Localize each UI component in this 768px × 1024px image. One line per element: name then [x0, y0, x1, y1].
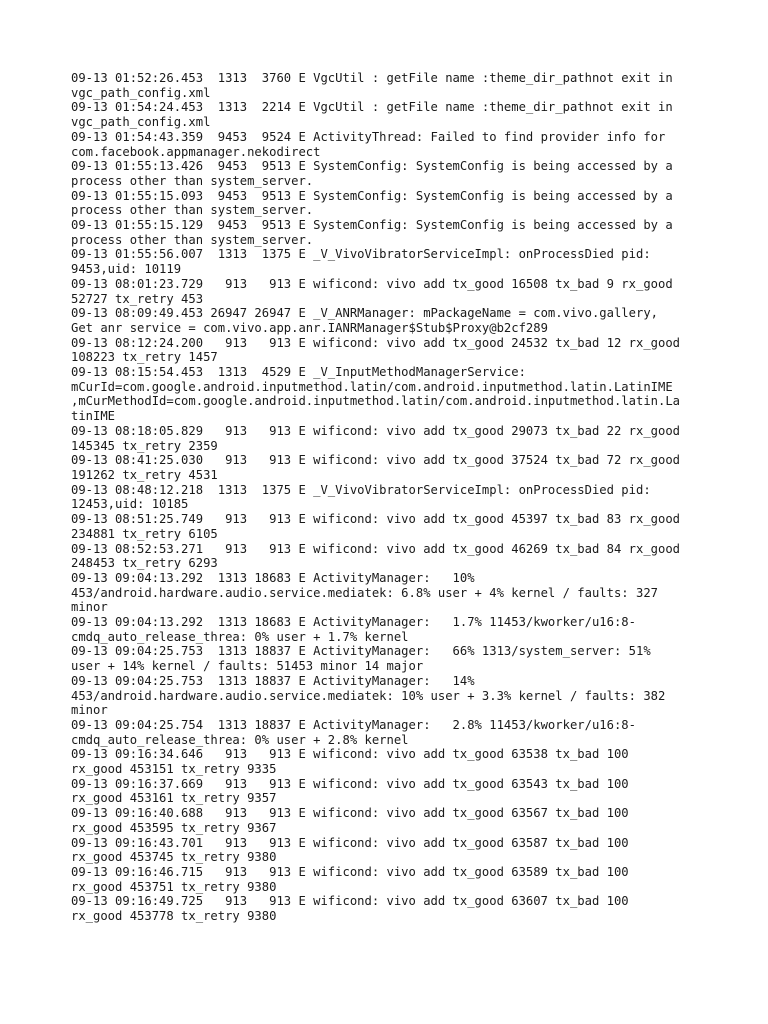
- log-line: 09-13 09:16:34.646 913 913 E wificond: vivo add tx_good 63538 tx_bad 100: [71, 747, 629, 762]
- log-line: 09-13 01:54:43.359 9453 9524 E ActivityThread: Failed to find provider info for: [71, 129, 666, 144]
- log-line: 9453,uid: 10119: [71, 262, 182, 277]
- log-line: 09-13 09:04:25.753 1313 18837 E ActivityManager: 14%: [71, 673, 475, 688]
- log-line: 09-13 09:16:49.725 913 913 E wificond: vivo add tx_good 63607 tx_bad 100: [71, 894, 629, 909]
- log-line: mCurId=com.google.android.inputmethod.latin/com.android.inputmethod.latin.LatinIME: [71, 379, 673, 394]
- log-line: process other than system_server.: [71, 203, 314, 218]
- log-line: 09-13 09:04:13.292 1313 18683 E ActivityManager: 1.7% 11453/kworker/u16:8-: [71, 615, 636, 630]
- log-line: minor: [71, 600, 108, 615]
- log-line: 248453 tx_retry 6293: [71, 556, 218, 571]
- log-line: 145345 tx_retry 2359: [71, 438, 218, 453]
- log-line: cmdq_auto_release_threa: 0% user + 2.8% kernel: [71, 732, 409, 747]
- log-line: rx_good 453751 tx_retry 9380: [71, 879, 277, 894]
- log-line: 09-13 09:16:40.688 913 913 E wificond: vivo add tx_good 63567 tx_bad 100: [71, 806, 629, 821]
- log-line: 52727 tx_retry 453: [71, 291, 204, 306]
- log-line: 09-13 09:04:13.292 1313 18683 E ActivityManager: 10%: [71, 570, 475, 585]
- log-line: rx_good 453151 tx_retry 9335: [71, 762, 277, 777]
- log-line: 09-13 08:41:25.030 913 913 E wificond: vivo add tx_good 37524 tx_bad 72 rx_good: [71, 453, 681, 468]
- log-line: 09-13 08:51:25.749 913 913 E wificond: vivo add tx_good 45397 tx_bad 83 rx_good: [71, 512, 681, 527]
- log-line: 09-13 01:55:15.093 9453 9513 E SystemConfig: SystemConfig is being accessed by a: [71, 188, 673, 203]
- log-line: 09-13 01:52:26.453 1313 3760 E VgcUtil : getFile name :theme_dir_pathnot exit in: [71, 71, 673, 85]
- log-line: Get anr service = com.vivo.app.anr.IANRManager$Stub$Proxy@b2cf289: [71, 320, 548, 335]
- log-line: 09-13 08:12:24.200 913 913 E wificond: vivo add tx_good 24532 tx_bad 12 rx_good: [71, 335, 681, 350]
- log-line: 09-13 01:54:24.453 1313 2214 E VgcUtil : getFile name :theme_dir_pathnot exit in: [71, 100, 673, 115]
- log-line: user + 14% kernel / faults: 51453 minor 14 major: [71, 659, 424, 674]
- log-line: vgc_path_config.xml: [71, 115, 211, 130]
- log-text-block: [71, 71, 701, 924]
- log-line: rx_good 453745 tx_retry 9380: [71, 850, 277, 865]
- log-line: 108223 tx_retry 1457: [71, 350, 218, 365]
- log-line: 09-13 01:55:56.007 1313 1375 E _V_VivoVibratorServiceImpl: onProcessDied pid:: [71, 247, 651, 262]
- log-line: vgc_path_config.xml: [71, 85, 211, 100]
- log-line: 09-13 08:01:23.729 913 913 E wificond: vivo add tx_good 16508 tx_bad 9 rx_good: [71, 276, 673, 291]
- log-line: 453/android.hardware.audio.service.mediatek: 6.8% user + 4% kernel / faults: 327: [71, 585, 658, 600]
- log-line: 09-13 08:18:05.829 913 913 E wificond: vivo add tx_good 29073 tx_bad 22 rx_good: [71, 423, 681, 438]
- log-line: ,mCurMethodId=com.google.android.inputmethod.latin/com.android.inputmethod.latin.La: [71, 394, 681, 409]
- log-line: 234881 tx_retry 6105: [71, 526, 218, 541]
- log-line: cmdq_auto_release_threa: 0% user + 1.7% kernel: [71, 629, 409, 644]
- log-line: minor: [71, 703, 108, 718]
- log-line: 09-13 09:04:25.754 1313 18837 E ActivityManager: 2.8% 11453/kworker/u16:8-: [71, 717, 636, 732]
- log-line: rx_good 453595 tx_retry 9367: [71, 820, 277, 835]
- log-line: com.facebook.appmanager.nekodirect: [71, 144, 321, 159]
- log-line: tinIME: [71, 409, 116, 424]
- log-line: 09-13 01:55:13.426 9453 9513 E SystemConfig: SystemConfig is being accessed by a: [71, 159, 673, 174]
- log-line: 12453,uid: 10185: [71, 497, 189, 512]
- log-line: process other than system_server.: [71, 232, 314, 247]
- log-document: [71, 71, 701, 924]
- log-line: 453/android.hardware.audio.service.mediatek: 10% user + 3.3% kernel / faults: 382: [71, 688, 666, 703]
- log-line: 09-13 08:15:54.453 1313 4529 E _V_InputMethodManagerService:: [71, 365, 526, 380]
- log-line: process other than system_server.: [71, 173, 314, 188]
- log-line: 09-13 09:16:37.669 913 913 E wificond: vivo add tx_good 63543 tx_bad 100: [71, 776, 629, 791]
- log-line: 09-13 08:09:49.453 26947 26947 E _V_ANRManager: mPackageName = com.vivo.gallery,: [71, 306, 658, 321]
- log-line: rx_good 453778 tx_retry 9380: [71, 909, 277, 924]
- log-line: 09-13 09:04:25.753 1313 18837 E ActivityManager: 66% 1313/system_server: 51%: [71, 644, 651, 659]
- log-line: 09-13 08:48:12.218 1313 1375 E _V_VivoVibratorServiceImpl: onProcessDied pid:: [71, 482, 651, 497]
- log-line: 09-13 09:16:46.715 913 913 E wificond: vivo add tx_good 63589 tx_bad 100: [71, 864, 629, 879]
- log-line: 09-13 01:55:15.129 9453 9513 E SystemConfig: SystemConfig is being accessed by a: [71, 218, 673, 233]
- log-line: 09-13 08:52:53.271 913 913 E wificond: vivo add tx_good 46269 tx_bad 84 rx_good: [71, 541, 681, 556]
- log-line: 09-13 09:16:43.701 913 913 E wificond: vivo add tx_good 63587 tx_bad 100: [71, 835, 629, 850]
- log-line: 191262 tx_retry 4531: [71, 467, 218, 482]
- log-line: rx_good 453161 tx_retry 9357: [71, 791, 277, 806]
